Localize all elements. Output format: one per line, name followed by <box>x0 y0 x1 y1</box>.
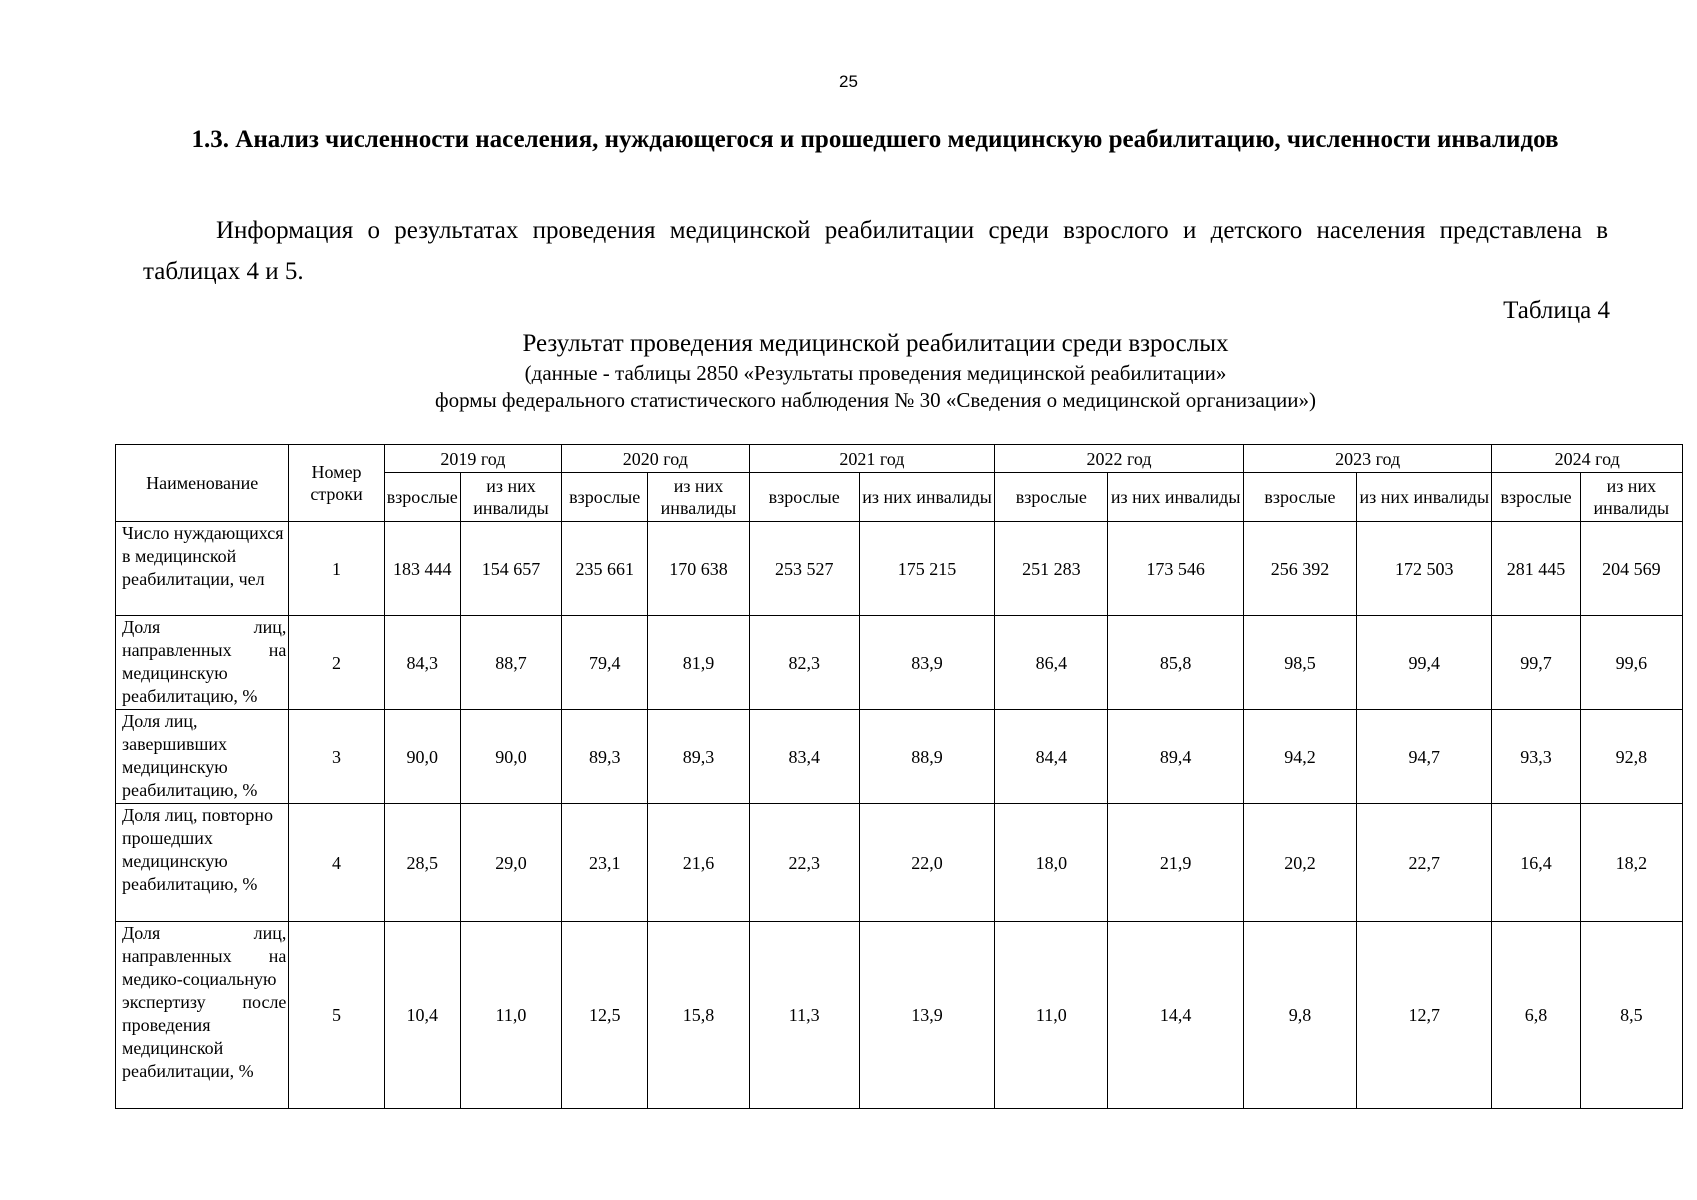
cell-value: 83,9 <box>859 616 994 710</box>
cell-value: 85,8 <box>1108 616 1243 710</box>
header-adults: взрослые <box>562 473 648 522</box>
cell-value: 98,5 <box>1243 616 1356 710</box>
cell-value: 89,4 <box>1108 710 1243 804</box>
cell-value: 12,5 <box>562 922 648 1109</box>
cell-value: 90,0 <box>384 710 460 804</box>
header-disabled: из них инвалиды <box>460 473 561 522</box>
cell-value: 89,3 <box>562 710 648 804</box>
cell-value: 256 392 <box>1243 522 1356 616</box>
cell-value: 92,8 <box>1580 710 1682 804</box>
header-year-2021: 2021 год <box>749 445 995 473</box>
cell-value: 170 638 <box>648 522 749 616</box>
cell-value: 81,9 <box>648 616 749 710</box>
row-name: Доля лиц, повторно прошедших медицинскую реабилитацию, % <box>116 804 289 922</box>
header-row-number: Номер строки <box>289 445 384 522</box>
cell-value: 20,2 <box>1243 804 1356 922</box>
cell-value: 21,6 <box>648 804 749 922</box>
header-adults: взрослые <box>384 473 460 522</box>
cell-value: 11,3 <box>749 922 859 1109</box>
row-number: 2 <box>289 616 384 710</box>
table-row <box>116 522 1683 616</box>
cell-value: 83,4 <box>749 710 859 804</box>
cell-value: 90,0 <box>460 710 561 804</box>
header-adults: взрослые <box>749 473 859 522</box>
cell-value: 86,4 <box>995 616 1108 710</box>
cell-value: 11,0 <box>460 922 561 1109</box>
cell-value: 14,4 <box>1108 922 1243 1109</box>
header-disabled: из них инвалиды <box>859 473 994 522</box>
cell-value: 79,4 <box>562 616 648 710</box>
table-caption <box>143 328 1608 414</box>
cell-value: 94,2 <box>1243 710 1356 804</box>
cell-value: 82,3 <box>749 616 859 710</box>
cell-value: 13,9 <box>859 922 994 1109</box>
table-caption-source-line-2: формы федерального статистического наблюдения № 30 «Сведения о медицинской организации») <box>434 388 1316 412</box>
cell-value: 22,0 <box>859 804 994 922</box>
table-row <box>116 710 1683 804</box>
header-adults: взрослые <box>1243 473 1356 522</box>
row-number: 4 <box>289 804 384 922</box>
cell-value: 253 527 <box>749 522 859 616</box>
cell-value: 9,8 <box>1243 922 1356 1109</box>
cell-value: 175 215 <box>859 522 994 616</box>
cell-value: 16,4 <box>1492 804 1580 922</box>
cell-value: 204 569 <box>1580 522 1682 616</box>
header-year-2020: 2020 год <box>562 445 749 473</box>
cell-value: 94,7 <box>1357 710 1492 804</box>
table-header-row-years <box>116 445 1683 473</box>
cell-value: 22,3 <box>749 804 859 922</box>
cell-value: 23,1 <box>562 804 648 922</box>
header-disabled: из них инвалиды <box>648 473 749 522</box>
cell-value: 15,8 <box>648 922 749 1109</box>
cell-value: 6,8 <box>1492 922 1580 1109</box>
header-disabled: из них инвалиды <box>1580 473 1682 522</box>
cell-value: 235 661 <box>562 522 648 616</box>
row-number: 5 <box>289 922 384 1109</box>
header-year-2024: 2024 год <box>1492 445 1683 473</box>
rehabilitation-results-table <box>115 444 1683 1109</box>
header-year-2023: 2023 год <box>1243 445 1492 473</box>
cell-value: 281 445 <box>1492 522 1580 616</box>
table-caption-source-line-1: (данные - таблицы 2850 «Результаты проведения медицинской реабилитации» <box>524 361 1227 385</box>
row-name: Доля лиц, направленных на медико-социальную экспертизу после проведения медицинской реабилитации, % <box>116 922 289 1109</box>
cell-value: 21,9 <box>1108 804 1243 922</box>
table-row <box>116 922 1683 1109</box>
table-row <box>116 616 1683 710</box>
cell-value: 84,4 <box>995 710 1108 804</box>
header-year-2019: 2019 год <box>384 445 561 473</box>
cell-value: 22,7 <box>1357 804 1492 922</box>
row-number: 1 <box>289 522 384 616</box>
cell-value: 18,0 <box>995 804 1108 922</box>
page-number: 25 <box>839 72 858 91</box>
row-number: 3 <box>289 710 384 804</box>
cell-value: 10,4 <box>384 922 460 1109</box>
header-name: Наименование <box>116 445 289 522</box>
cell-value: 12,7 <box>1357 922 1492 1109</box>
cell-value: 99,6 <box>1580 616 1682 710</box>
row-name: Число нуждающихся в медицинской реабилитации, чел <box>116 522 289 616</box>
cell-value: 84,3 <box>384 616 460 710</box>
table-label: Таблица 4 <box>1503 297 1610 324</box>
intro-paragraph: Информация о результатах проведения медицинской реабилитации среди взрослого и детского населения представлена в таблицах 4 и 5. <box>143 217 1608 285</box>
header-disabled: из них инвалиды <box>1357 473 1492 522</box>
header-adults: взрослые <box>995 473 1108 522</box>
cell-value: 89,3 <box>648 710 749 804</box>
section-title: 1.3. Анализ численности населения, нуждающегося и прошедшего медицинскую реабилитацию, численности инвалидов <box>191 126 1559 153</box>
header-year-2022: 2022 год <box>995 445 1244 473</box>
cell-value: 99,4 <box>1357 616 1492 710</box>
cell-value: 172 503 <box>1357 522 1492 616</box>
cell-value: 18,2 <box>1580 804 1682 922</box>
cell-value: 28,5 <box>384 804 460 922</box>
table-row <box>116 804 1683 922</box>
cell-value: 11,0 <box>995 922 1108 1109</box>
cell-value: 29,0 <box>460 804 561 922</box>
cell-value: 183 444 <box>384 522 460 616</box>
row-name: Доля лиц, направленных на медицинскую реабилитацию, % <box>116 616 289 710</box>
cell-value: 154 657 <box>460 522 561 616</box>
cell-value: 99,7 <box>1492 616 1580 710</box>
cell-value: 8,5 <box>1580 922 1682 1109</box>
cell-value: 251 283 <box>995 522 1108 616</box>
row-name: Доля лиц, завершивших медицинскую реабилитацию, % <box>116 710 289 804</box>
cell-value: 93,3 <box>1492 710 1580 804</box>
header-disabled: из них инвалиды <box>1108 473 1243 522</box>
cell-value: 173 546 <box>1108 522 1243 616</box>
header-adults: взрослые <box>1492 473 1580 522</box>
cell-value: 88,9 <box>859 710 994 804</box>
table-caption-main: Результат проведения медицинской реабилитации среди взрослых <box>522 330 1229 357</box>
cell-value: 88,7 <box>460 616 561 710</box>
